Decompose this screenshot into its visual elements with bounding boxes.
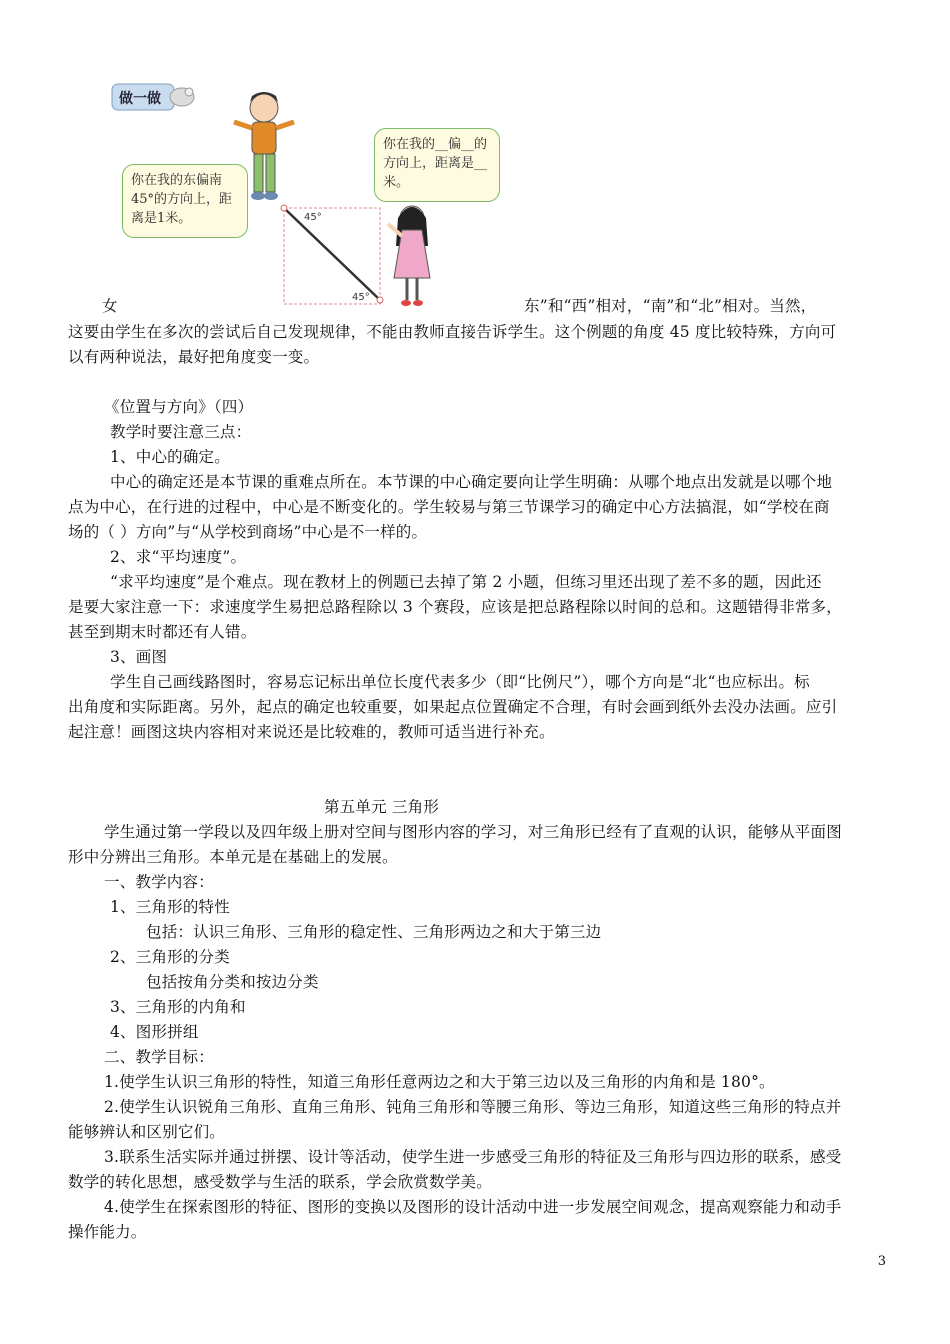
text-line: 女 — [102, 297, 118, 315]
text-line: 能够辨认和区别它们。 — [68, 1123, 226, 1141]
text-line: 操作能力。 — [68, 1223, 147, 1241]
text-line: 一、教学内容： — [104, 873, 214, 891]
speech-bubble-left: 你在我的东偏南45°的方向上，距离是1米。 — [122, 164, 248, 238]
text-line: 4、图形拼组 — [110, 1023, 199, 1041]
text-line: 是要大家注意一下：求速度学生易把总路程除以 3 个赛段，应该是把总路程除以时间的总和。这题错得非常多， — [68, 598, 842, 616]
text-line: 3、画图 — [110, 648, 168, 666]
text-line: 这要由学生在多次的尝试后自己发现规律，不能由教师直接告诉学生。这个例题的角度 45 度比较特殊，方向可 — [68, 323, 837, 341]
text-line: 3.联系生活实际并通过拼摆、设计等活动，使学生进一步感受三角形的特征及三角形与四边形的联系，感受 — [104, 1148, 842, 1166]
text-line: 学生自己画线路图时，容易忘记标出单位长度代表多少（即“比例尺”），哪个方向是“北“也应标出。标 — [110, 673, 810, 691]
text-line: 出角度和实际距离。另外，起点的确定也较重要，如果起点位置确定不合理，有时会画到纸外去没办法画。应引 — [68, 698, 838, 716]
text-line: “求平均速度”是个难点。现在教材上的例题已去掉了第 2 小题，但练习里还出现了差不多的题，因此还 — [110, 573, 822, 591]
girl-figure — [388, 206, 430, 306]
diagonal-path — [284, 208, 380, 300]
text-line: 3、三角形的内角和 — [110, 998, 246, 1016]
speech-bubble-right: 你在我的__偏__的方向上，距离是__米。 — [374, 128, 500, 202]
badge-label: 做一做 — [119, 91, 161, 107]
text-line: 场的（ ）方向”与“从学校到商场”中心是不一样的。 — [68, 523, 428, 541]
unit-heading: 第五单元 三角形 — [324, 798, 440, 816]
section-heading: 《位置与方向》（四） — [104, 398, 254, 416]
page-number: 3 — [877, 1254, 886, 1269]
text-line: 1、中心的确定。 — [110, 448, 230, 466]
text-line: 包括：认识三角形、三角形的稳定性、三角形两边之和大于第三边 — [146, 923, 602, 941]
text-line: 形中分辨出三角形。本单元是在基础上的发展。 — [68, 848, 398, 866]
start-point — [281, 205, 287, 211]
illustration — [82, 78, 502, 310]
text-line: 4.使学生在探索图形的特征、图形的变换以及图形的设计活动中进一步发展空间观念，提高观察能力和动手 — [104, 1198, 842, 1216]
text-line: 甚至到期末时都还有人错。 — [68, 623, 257, 641]
text-line: 教学时要注意三点： — [110, 423, 252, 441]
text-line: 点为中心，在行进的过程中，中心是不断变化的。学生较易与第三节课学习的确定中心方法搞混，如“学校在商 — [68, 498, 830, 516]
text-line: 起注意！画图这块内容相对来说还是比较难的，教师可适当进行补充。 — [68, 723, 555, 741]
text-line: 二、教学目标： — [104, 1048, 214, 1066]
angle-label-bottom: 45° — [352, 292, 370, 303]
text-line: 包括按角分类和按边分类 — [146, 973, 319, 991]
text-line: 以有两种说法，最好把角度变一变。 — [68, 348, 320, 366]
text-line: 2、求“平均速度”。 — [110, 548, 247, 566]
text-line: 数学的转化思想，感受数学与生活的联系，学会欣赏数学美。 — [68, 1173, 492, 1191]
text-line: 2.使学生认识锐角三角形、直角三角形、钝角三角形和等腰三角形、等边三角形，知道这些三角形的特点并 — [104, 1098, 842, 1116]
angle-label-top: 45° — [304, 212, 322, 223]
text-line: 1、三角形的特性 — [110, 898, 230, 916]
text-line: 学生通过第一学段以及四年级上册对空间与图形内容的学习，对三角形已经有了直观的认识，能够从平面图 — [104, 823, 842, 841]
end-point — [377, 297, 383, 303]
text-line: 东”和“西”相对，“南”和“北”相对。当然， — [524, 297, 817, 315]
text-line: 2、三角形的分类 — [110, 948, 230, 966]
text-line: 中心的确定还是本节课的重难点所在。本节课的中心确定要向让学生明确：从哪个地点出发就是以哪个地 — [110, 473, 833, 491]
text-line: 1.使学生认识三角形的特性，知道三角形任意两边之和大于第三边以及三角形的内角和是 180°。 — [104, 1073, 775, 1091]
